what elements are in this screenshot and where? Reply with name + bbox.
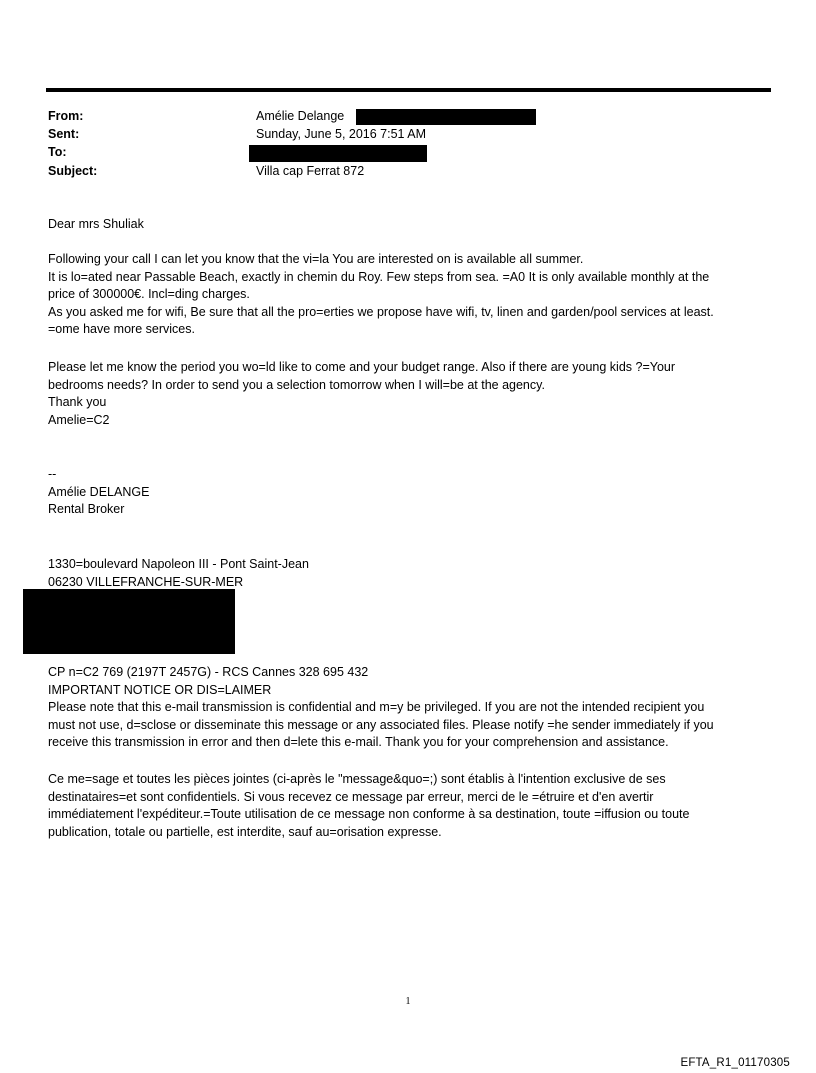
line: Amelie=C2 — [48, 412, 110, 427]
from-label: From: — [48, 109, 84, 123]
line: Thank you — [48, 395, 107, 410]
line: =ome have more services. — [48, 322, 195, 337]
line: immédiatement l'expéditeur.=Toute utilisation de ce message non conforme à sa destination, toute =iffusion ou toute — [48, 807, 690, 822]
sent-row — [48, 125, 79, 143]
document-id: EFTA_R1_01170305 — [680, 1057, 790, 1069]
legal-notice — [48, 664, 773, 752]
signature — [48, 466, 773, 519]
from-value: Amélie Delange — [256, 109, 345, 123]
line: bedrooms needs? In order to send you a selection tomorrow when I will=be at the agency. — [48, 377, 545, 392]
signature-name: Amélie DELANGE — [48, 484, 150, 499]
subject-row — [48, 162, 97, 180]
redaction-from-email — [356, 109, 536, 125]
header-rule — [46, 88, 771, 92]
to-label: To: — [48, 145, 67, 159]
signature-separator: -- — [48, 467, 57, 481]
french-disclaimer — [48, 771, 773, 841]
line: Please let me know the period you wo=ld like to come and your budget range. Also if there are young kids ?=Your — [48, 360, 676, 374]
line: destinataires=et sont confidentiels. Si vous recevez ce message par erreur, merci de le =étruire et d'en avertir — [48, 789, 654, 804]
greeting-text: Dear mrs Shuliak — [48, 217, 144, 231]
line: receive this transmission in error and then d=lete this e-mail. Thank you for your comprehension and assistance. — [48, 735, 669, 750]
line: CP n=C2 769 (2197T 2457G) - RCS Cannes 328 695 432 — [48, 665, 369, 679]
line: Please note that this e-mail transmission is confidential and m=y be privileged. If you are not the intended recipient you — [48, 700, 705, 715]
subject-value: Villa cap Ferrat 872 — [256, 164, 365, 178]
sent-label: Sent: — [48, 127, 80, 141]
line: Following your call I can let you know that the vi=la You are interested on is available all summer. — [48, 252, 584, 266]
address — [48, 556, 773, 591]
address-line: 06230 VILLEFRANCHE-SUR-MER — [48, 574, 244, 589]
line: Ce me=sage et toutes les pièces jointes (ci-après le "message&quo=;) sont établis à l'intention exclusive de ses — [48, 772, 666, 786]
greeting — [48, 216, 773, 234]
line: must not use, d=sclose or disseminate this message or any associated files. Please notify =he sender immediately if you — [48, 717, 714, 732]
sent-value: Sunday, June 5, 2016 7:51 AM — [256, 127, 427, 141]
subject-label: Subject: — [48, 164, 98, 178]
line: IMPORTANT NOTICE OR DIS=LAIMER — [48, 682, 272, 697]
to-row — [48, 143, 67, 161]
signature-title: Rental Broker — [48, 502, 125, 517]
line: price of 300000€. Incl=ding charges. — [48, 287, 250, 302]
from-row — [48, 107, 83, 125]
line: publication, totale ou partielle, est interdite, sauf au=orisation expresse. — [48, 824, 442, 839]
redaction-contact-block — [23, 589, 235, 654]
line: It is lo=ated near Passable Beach, exactly in chemin du Roy. Few steps from sea. =A0 It is only available monthly at the — [48, 269, 710, 284]
paragraph-request — [48, 359, 773, 429]
redaction-to-recipient — [249, 145, 427, 162]
page-number: 1 — [405, 996, 411, 1007]
paragraph-villa-details — [48, 251, 773, 339]
address-line: 1330=boulevard Napoleon III - Pont Saint-Jean — [48, 557, 309, 571]
line: As you asked me for wifi, Be sure that all the pro=erties we propose have wifi, tv, linen and garden/pool services at least. — [48, 304, 714, 319]
